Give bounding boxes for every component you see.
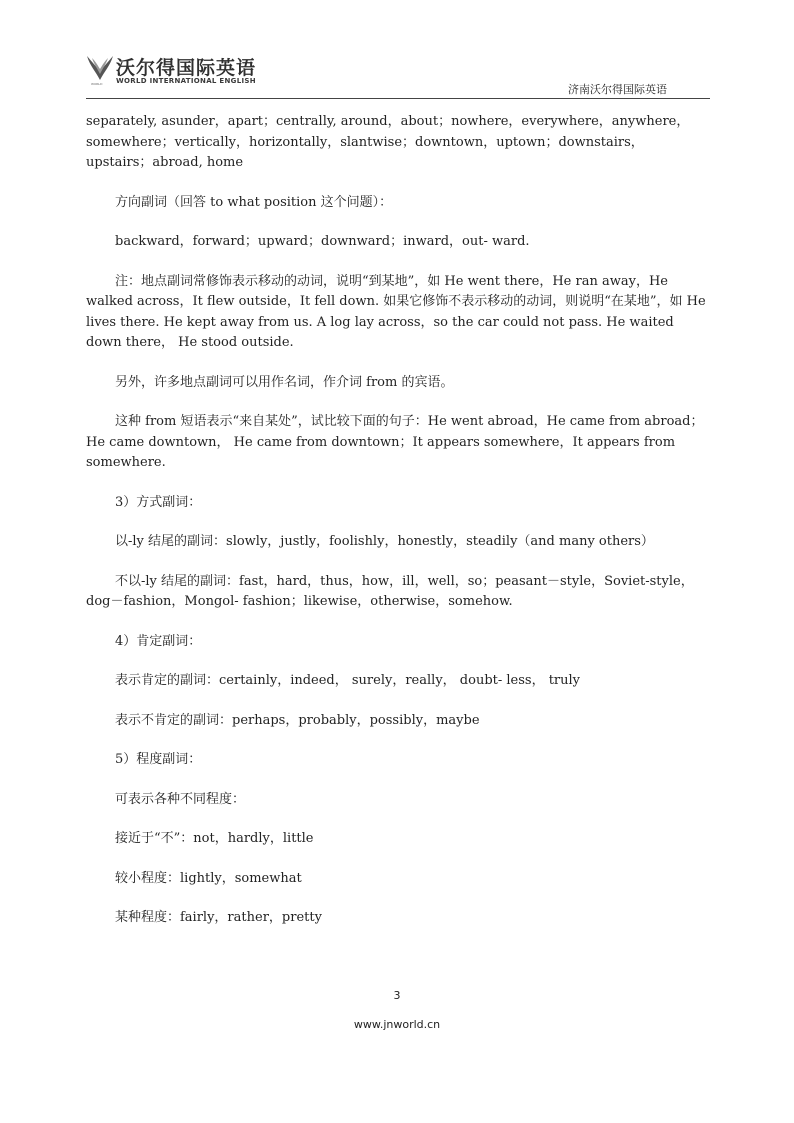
header-divider (86, 98, 710, 99)
paragraph: 某种程度：fairly，rather，pretty (115, 910, 322, 925)
section-heading: 4）肯定副词： (115, 633, 202, 649)
logo-chinese-name: 沃尔得国际英语 (116, 57, 257, 79)
section-heading: 5）程度副词： (115, 752, 202, 767)
paragraph: 接近于“不”：not，hardly，little (115, 831, 314, 846)
header-school-name: 济南沃尔得国际英语 (568, 83, 667, 96)
paragraph: 方向副词（回答 to what position 这个问题）： (115, 194, 393, 210)
page-header (0, 0, 794, 100)
document-body (86, 112, 706, 948)
paragraph: backward，forward；upward；downward；inward，out- ward. (115, 234, 530, 249)
paragraph: separately, asunder，apart；centrally, around，about；nowhere，everywhere，anywhere，somewhere；vertically，horizontally，slantwise；downtown，uptown；downstairs，upstairs；abroad, home (86, 114, 690, 170)
paragraph: 表示肯定的副词：certainly，indeed， surely，really， doubt- less， truly (115, 673, 581, 688)
paragraph: 注：地点副词常修饰表示移动的动词，说明“到某地”，如 He went there，He ran away，He walked across，It flew outside，It fell down. 如果它修饰不表示移动的动词，则说明“在某地”，如 He lives there. He kept away from us. A log lay across，so the car could not pass. He waited down there， He stood outside. (86, 273, 706, 350)
footer-url: www.jnworld.cn (353, 1018, 441, 1031)
paragraph: 这种 from 短语表示“来自某处”，试比较下面的句子：He went abroad，He came from abroad；He came downtown， He came from downtown；It appears somewhere，It appears from somewhere. (86, 414, 704, 470)
logo-small-text: WORLD (91, 82, 103, 86)
paragraph: 可表示各种不同程度： (115, 791, 246, 807)
paragraph: 以-ly 结尾的副词：slowly，justly，foolishly，honestly，steadily（and many others） (115, 534, 654, 549)
paragraph: 表示不肯定的副词：perhaps，probably，possibly，maybe (115, 712, 480, 728)
company-logo (86, 50, 266, 90)
paragraph: 较小程度：lightly，somewhat (115, 870, 302, 886)
paragraph: 另外，许多地点副词可以用作名词，作介词 from 的宾语。 (115, 374, 454, 390)
section-heading: 3）方式副词： (115, 494, 202, 510)
logo-english-name: WORLD INTERNATIONAL ENGLISH (116, 77, 256, 85)
page-number: 3 (393, 989, 401, 1002)
paragraph: 不以-ly 结尾的副词：fast，hard，thus，how，ill，well，so；peasant－style，Soviet-style，dog－fashion，Mongol- fashion；likewise，otherwise，somehow. (86, 573, 694, 609)
wings-logo-icon (86, 50, 114, 84)
